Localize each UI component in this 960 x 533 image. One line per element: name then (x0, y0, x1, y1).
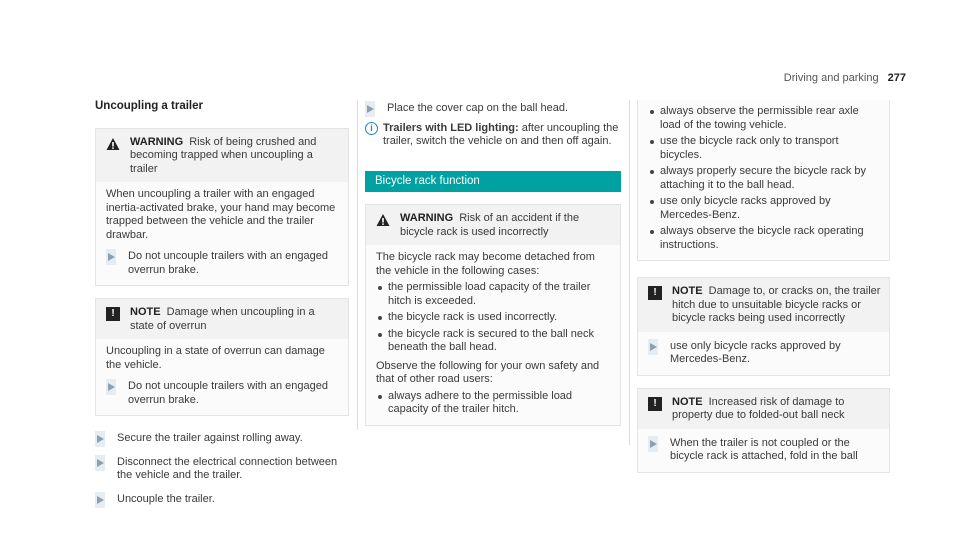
arrow-icon (365, 101, 375, 117)
list-item: always adhere to the permissible load capacity of the trailer hitch. (376, 390, 612, 417)
list-item: use the bicycle rack only to transport bicycles. (648, 135, 881, 162)
info-note (365, 122, 621, 149)
note-box (637, 277, 890, 376)
step: Do not uncouple trailers with an engaged overrun brake. (106, 380, 340, 407)
column-1 (95, 100, 349, 506)
arrow-icon (106, 249, 116, 265)
list-item: the permissible load capacity of the trailer hitch is exceeded. (376, 281, 612, 308)
warning-box (95, 128, 349, 287)
step: Do not uncouple trailers with an engaged overrun brake. (106, 250, 340, 277)
warning-box (365, 204, 621, 426)
step: use only bicycle racks approved by Mercedes-Benz. (648, 340, 881, 367)
warning-intro: The bicycle rack may become detached from the vehicle in the following cases: (376, 251, 595, 277)
note-label: NOTE (130, 306, 161, 318)
list-item: the bicycle rack is secured to the ball neck beneath the ball head. (376, 328, 612, 355)
section-heading: Bicycle rack function (365, 171, 621, 193)
step: Uncouple the trailer. (95, 493, 349, 507)
warning-label: WARNING (130, 135, 184, 148)
note-icon: ! (648, 286, 662, 300)
arrow-icon (648, 436, 658, 452)
note-head: Damage to, or cracks on, the trailer hitch due to unsuitable bicycle racks or bicycle racks being used incorrectly (672, 285, 881, 324)
step: Place the cover cap on the ball head. (365, 102, 621, 116)
arrow-icon (95, 492, 105, 508)
warning-label: WARNING (400, 212, 454, 224)
column-3 (637, 100, 890, 485)
note-icon: ! (106, 307, 120, 321)
warning-continuation (637, 100, 890, 261)
note-box (95, 298, 349, 416)
column-divider (357, 100, 358, 430)
warning-icon (376, 213, 390, 227)
arrow-icon (95, 455, 105, 471)
page-header (784, 72, 906, 86)
warning-icon (106, 137, 120, 151)
list-item: use only bicycle racks approved by Mercedes-Benz. (648, 195, 881, 222)
list-item: the bicycle rack is used incorrectly. (376, 311, 612, 325)
step: Disconnect the electrical connection between the vehicle and the trailer. (95, 456, 349, 483)
list-item: always observe the bicycle rack operating instructions. (648, 225, 881, 252)
info-icon: i (365, 122, 378, 135)
bullet-list (376, 281, 612, 355)
step: When the trailer is not coupled or the bicycle rack is attached, fold in the ball (648, 437, 881, 464)
info-text: after uncoupling the trailer, switch the vehicle on and then off again. (383, 121, 619, 147)
note-label: NOTE (672, 285, 703, 297)
warning-head: Risk of being crushed and becoming trapped when uncoupling a trailer (130, 135, 317, 175)
bullet-list (376, 390, 612, 417)
info-label: Trailers with LED lighting: (383, 121, 519, 134)
page-number: 277 (887, 72, 906, 84)
note-box (637, 388, 890, 473)
note-label: NOTE (672, 395, 703, 408)
arrow-icon (95, 431, 105, 447)
warning-observe: Observe the following for your own safety and that of other road users: (376, 359, 600, 385)
header-section: Driving and parking (783, 72, 879, 84)
bullet-list (648, 105, 881, 252)
step: Secure the trailer against rolling away. (95, 432, 349, 446)
note-icon: ! (648, 397, 662, 411)
note-body: Uncoupling in a state of overrun can damage the vehicle. (106, 345, 325, 371)
section-title: Uncoupling a trailer (95, 100, 203, 112)
column-2 (365, 100, 621, 438)
note-head: Increased risk of damage to property due to folded-out ball neck (672, 395, 845, 421)
warning-head: Risk of an accident if the bicycle rack is used incorrectly (400, 212, 580, 238)
note-head: Damage when uncoupling in a state of overrun (130, 306, 315, 332)
warning-body: When uncoupling a trailer with an engaged inertia-activated brake, your hand may become trapped between the vehicle and the trailer drawbar. (106, 188, 336, 241)
arrow-icon (648, 339, 658, 355)
list-item: always observe the permissible rear axle load of the towing vehicle. (648, 105, 881, 132)
arrow-icon (106, 379, 116, 395)
column-divider (629, 100, 630, 445)
list-item: always properly secure the bicycle rack by attaching it to the ball head. (648, 165, 881, 192)
